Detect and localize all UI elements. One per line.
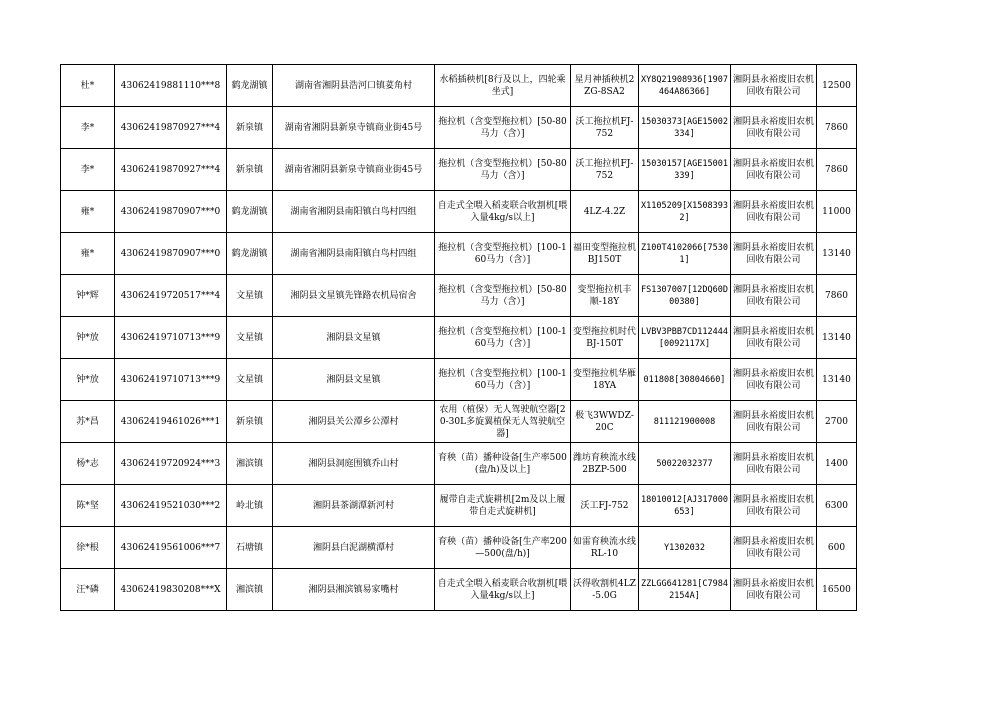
machine-model-cell: 星月神插秧机2ZG-8SA2 xyxy=(571,65,639,107)
subsidy-amount-cell: 7860 xyxy=(817,149,857,191)
address-cell: 湘阴县湘滨镇易家嘴村 xyxy=(273,569,435,611)
subsidy-amount-cell: 16500 xyxy=(817,569,857,611)
table-row xyxy=(61,275,857,317)
table-row xyxy=(61,191,857,233)
table-row xyxy=(61,401,857,443)
address-cell: 湘阴县文星镇 xyxy=(273,317,435,359)
owner-name-cell: 汪*磷 xyxy=(61,569,115,611)
address-cell: 湘阴县茶湖潭新河村 xyxy=(273,485,435,527)
recycling-company-cell: 湘阴县永裕废旧农机回收有限公司 xyxy=(731,275,817,317)
serial-number-cell: 011808[30804660] xyxy=(639,359,731,401)
id-number-cell: 43062419870907***0 xyxy=(115,191,227,233)
owner-name-cell: 钟*辉 xyxy=(61,275,115,317)
id-number-cell: 43062419870927***4 xyxy=(115,107,227,149)
owner-name-cell: 苏*昌 xyxy=(61,401,115,443)
address-cell: 湖南省湘阴县新泉寺镇商业街45号 xyxy=(273,107,435,149)
address-cell: 湖南省湘阴县新泉寺镇商业街45号 xyxy=(273,149,435,191)
serial-number-cell: 15030373[AGE15002334] xyxy=(639,107,731,149)
owner-name-cell: 徐*根 xyxy=(61,527,115,569)
table-row xyxy=(61,359,857,401)
machine-model-cell: 沃得收割机4LZ-5.0G xyxy=(571,569,639,611)
town-cell: 鹤龙湖镇 xyxy=(227,233,273,275)
id-number-cell: 43062419710713***9 xyxy=(115,359,227,401)
id-number-cell: 43062419830208***X xyxy=(115,569,227,611)
town-cell: 岭北镇 xyxy=(227,485,273,527)
address-cell: 湖南省湘阴县浩河口镇荽角村 xyxy=(273,65,435,107)
subsidy-amount-cell: 7860 xyxy=(817,107,857,149)
owner-name-cell: 李* xyxy=(61,107,115,149)
serial-number-cell: Y1302032 xyxy=(639,527,731,569)
recycling-company-cell: 湘阴县永裕废旧农机回收有限公司 xyxy=(731,65,817,107)
owner-name-cell: 雍* xyxy=(61,191,115,233)
subsidy-table xyxy=(60,64,857,611)
machine-category-cell: 拖拉机（含变型拖拉机）[100-160马力（含）] xyxy=(435,233,571,275)
machine-model-cell: 沃工拖拉机FJ-752 xyxy=(571,107,639,149)
serial-number-cell: 15030157[AGE15001339] xyxy=(639,149,731,191)
recycling-company-cell: 湘阴县永裕废旧农机回收有限公司 xyxy=(731,317,817,359)
serial-number-cell: 811121900008 xyxy=(639,401,731,443)
recycling-company-cell: 湘阴县永裕废旧农机回收有限公司 xyxy=(731,485,817,527)
machine-model-cell: 沃工FJ-752 xyxy=(571,485,639,527)
machine-category-cell: 拖拉机（含变型拖拉机）[50-80马力（含）] xyxy=(435,107,571,149)
table-row xyxy=(61,527,857,569)
subsidy-amount-cell: 13140 xyxy=(817,233,857,275)
town-cell: 新泉镇 xyxy=(227,401,273,443)
serial-number-cell: FS1307007[12DQ60D00380] xyxy=(639,275,731,317)
recycling-company-cell: 湘阴县永裕废旧农机回收有限公司 xyxy=(731,149,817,191)
table-row xyxy=(61,65,857,107)
machine-model-cell: 变型拖拉机华雁18YA xyxy=(571,359,639,401)
machine-model-cell: 福田变型拖拉机BJ150T xyxy=(571,233,639,275)
town-cell: 新泉镇 xyxy=(227,107,273,149)
id-number-cell: 43062419461026***1 xyxy=(115,401,227,443)
owner-name-cell: 钟*放 xyxy=(61,359,115,401)
town-cell: 新泉镇 xyxy=(227,149,273,191)
machine-category-cell: 履带自走式旋耕机[2m及以上履带自走式旋耕机] xyxy=(435,485,571,527)
table-body xyxy=(61,65,857,611)
machine-model-cell: 沃工拖拉机FJ-752 xyxy=(571,149,639,191)
owner-name-cell: 杨*志 xyxy=(61,443,115,485)
machine-category-cell: 自走式全喂入稻麦联合收割机[喂入量4kg/s以上] xyxy=(435,191,571,233)
owner-name-cell: 陈*坚 xyxy=(61,485,115,527)
address-cell: 湘阴县文星镇先锋路农机局宿舍 xyxy=(273,275,435,317)
id-number-cell: 43062419561006***7 xyxy=(115,527,227,569)
table-row xyxy=(61,443,857,485)
id-number-cell: 43062419521030***2 xyxy=(115,485,227,527)
recycling-company-cell: 湘阴县永裕废旧农机回收有限公司 xyxy=(731,191,817,233)
owner-name-cell: 李* xyxy=(61,149,115,191)
machine-model-cell: 变型拖拉机时代BJ-150T xyxy=(571,317,639,359)
recycling-company-cell: 湘阴县永裕废旧农机回收有限公司 xyxy=(731,527,817,569)
address-cell: 湘阴县关公潭乡公潭村 xyxy=(273,401,435,443)
recycling-company-cell: 湘阴县永裕废旧农机回收有限公司 xyxy=(731,107,817,149)
address-cell: 湖南省湘阴县南阳镇白鸟村四组 xyxy=(273,233,435,275)
subsidy-amount-cell: 600 xyxy=(817,527,857,569)
table-row xyxy=(61,107,857,149)
machine-model-cell: 潍坊育秧流水线2BZP-500 xyxy=(571,443,639,485)
town-cell: 湘滨镇 xyxy=(227,443,273,485)
machine-category-cell: 拖拉机（含变型拖拉机）[50-80马力（含）] xyxy=(435,275,571,317)
table-row xyxy=(61,317,857,359)
serial-number-cell: ZZLGG641281[C79842154A] xyxy=(639,569,731,611)
address-cell: 湘阴县白泥湖横潭村 xyxy=(273,527,435,569)
address-cell: 湖南省湘阴县南阳镇白鸟村四组 xyxy=(273,191,435,233)
subsidy-amount-cell: 11000 xyxy=(817,191,857,233)
serial-number-cell: XY8Q21908936[1907464A86366] xyxy=(639,65,731,107)
town-cell: 鹤龙湖镇 xyxy=(227,191,273,233)
recycling-company-cell: 湘阴县永裕废旧农机回收有限公司 xyxy=(731,569,817,611)
recycling-company-cell: 湘阴县永裕废旧农机回收有限公司 xyxy=(731,233,817,275)
subsidy-amount-cell: 6300 xyxy=(817,485,857,527)
machine-model-cell: 如雷育秧流水线RL-10 xyxy=(571,527,639,569)
machine-model-cell: 4LZ-4.2Z xyxy=(571,191,639,233)
subsidy-amount-cell: 13140 xyxy=(817,317,857,359)
serial-number-cell: 50022032377 xyxy=(639,443,731,485)
town-cell: 石塘镇 xyxy=(227,527,273,569)
id-number-cell: 43062419881110***8 xyxy=(115,65,227,107)
owner-name-cell: 钟*放 xyxy=(61,317,115,359)
town-cell: 鹤龙湖镇 xyxy=(227,65,273,107)
machine-model-cell: 极飞3WWDZ-20C xyxy=(571,401,639,443)
machine-model-cell: 变型拖拉机丰顺-18Y xyxy=(571,275,639,317)
id-number-cell: 43062419710713***9 xyxy=(115,317,227,359)
town-cell: 文星镇 xyxy=(227,275,273,317)
serial-number-cell: Z100T4102066[75301] xyxy=(639,233,731,275)
table-row xyxy=(61,569,857,611)
town-cell: 文星镇 xyxy=(227,359,273,401)
serial-number-cell: 18010012[AJ317000653] xyxy=(639,485,731,527)
machine-category-cell: 育秧（苗）播种设备[生产率500(盘/h)及以上] xyxy=(435,443,571,485)
id-number-cell: 43062419870927***4 xyxy=(115,149,227,191)
id-number-cell: 43062419720517***4 xyxy=(115,275,227,317)
subsidy-amount-cell: 7860 xyxy=(817,275,857,317)
table-row xyxy=(61,233,857,275)
address-cell: 湘阴县洞庭围镇乔山村 xyxy=(273,443,435,485)
town-cell: 湘滨镇 xyxy=(227,569,273,611)
owner-name-cell: 雍* xyxy=(61,233,115,275)
recycling-company-cell: 湘阴县永裕废旧农机回收有限公司 xyxy=(731,443,817,485)
machine-category-cell: 拖拉机（含变型拖拉机）[100-160马力（含）] xyxy=(435,359,571,401)
machine-category-cell: 水稻插秧机[8行及以上，四轮乘坐式] xyxy=(435,65,571,107)
subsidy-amount-cell: 12500 xyxy=(817,65,857,107)
owner-name-cell: 杜* xyxy=(61,65,115,107)
serial-number-cell: LVBV3PBB7CD112444[0092117X] xyxy=(639,317,731,359)
subsidy-amount-cell: 13140 xyxy=(817,359,857,401)
table-row xyxy=(61,485,857,527)
recycling-company-cell: 湘阴县永裕废旧农机回收有限公司 xyxy=(731,401,817,443)
machine-category-cell: 育秧（苗）播种设备[生产率200—500(盘/h)] xyxy=(435,527,571,569)
subsidy-amount-cell: 1400 xyxy=(817,443,857,485)
machine-category-cell: 拖拉机（含变型拖拉机）[50-80马力（含）] xyxy=(435,149,571,191)
machine-category-cell: 拖拉机（含变型拖拉机）[100-160马力（含）] xyxy=(435,317,571,359)
serial-number-cell: X1105209[X15083932] xyxy=(639,191,731,233)
id-number-cell: 43062419870907***0 xyxy=(115,233,227,275)
recycling-company-cell: 湘阴县永裕废旧农机回收有限公司 xyxy=(731,359,817,401)
id-number-cell: 43062419720924***3 xyxy=(115,443,227,485)
town-cell: 文星镇 xyxy=(227,317,273,359)
machine-category-cell: 自走式全喂入稻麦联合收割机[喂入量4kg/s以上] xyxy=(435,569,571,611)
table-row xyxy=(61,149,857,191)
subsidy-amount-cell: 2700 xyxy=(817,401,857,443)
address-cell: 湘阴县文星镇 xyxy=(273,359,435,401)
machine-category-cell: 农用（植保）无人驾驶航空器[20-30L多旋翼植保无人驾驶航空器] xyxy=(435,401,571,443)
